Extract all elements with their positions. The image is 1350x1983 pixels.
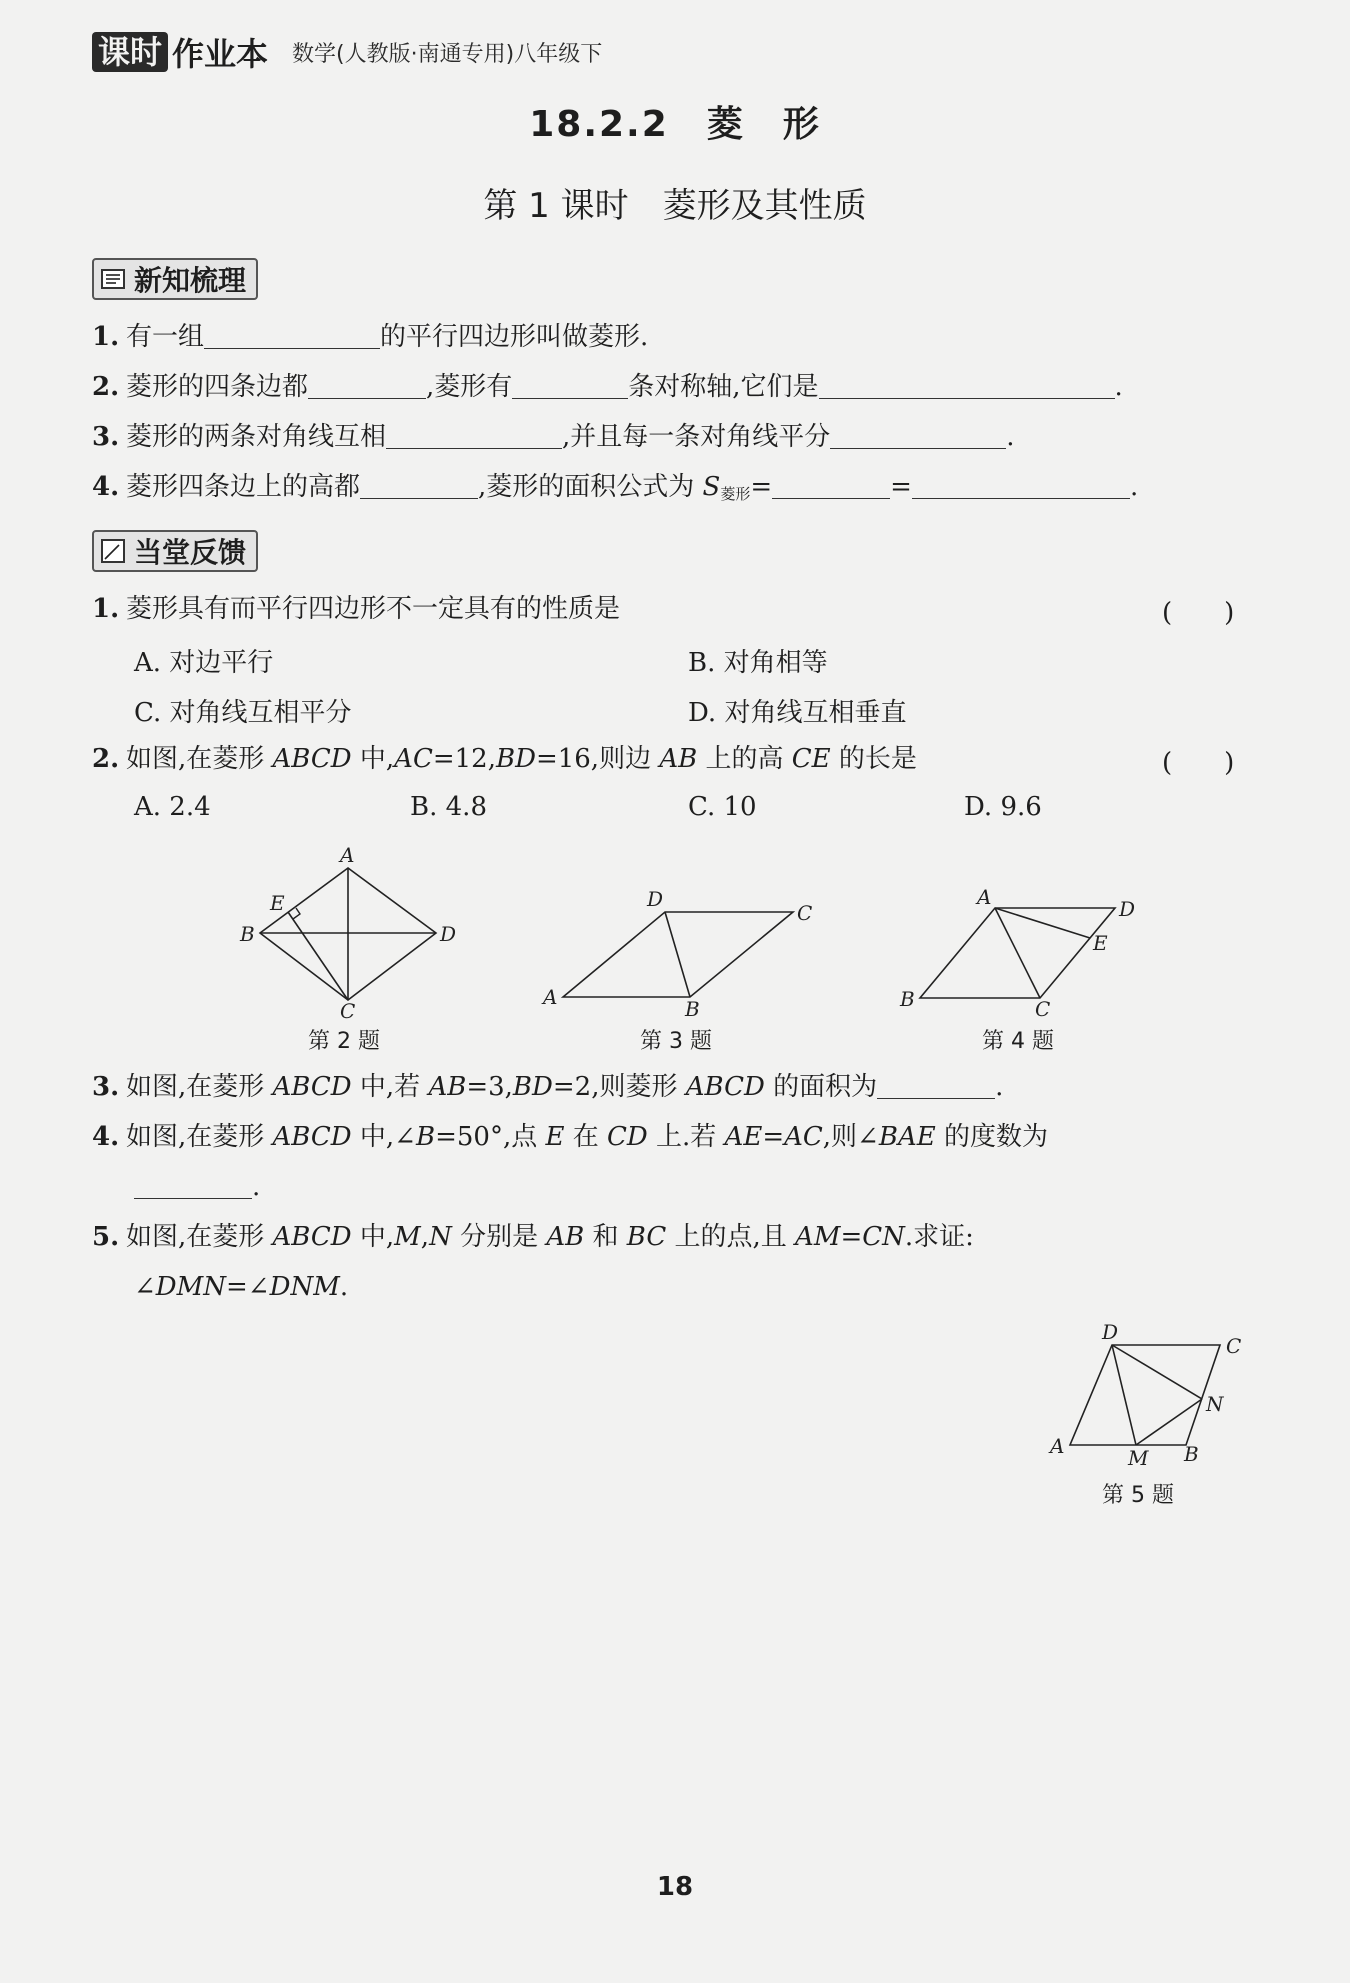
vertex-label-a: A: [340, 843, 355, 867]
vertex-label-c: C: [1035, 997, 1051, 1020]
question-text: 上.若: [647, 1122, 725, 1152]
figure-3-rhombus: [535, 880, 825, 1020]
vertex-label-d: D: [647, 887, 664, 911]
math-variable: ABCD: [272, 1122, 352, 1152]
question-text: =2,则菱形: [552, 1072, 686, 1102]
section-label: 当堂反馈: [134, 536, 247, 569]
fill-question-1: [92, 320, 648, 354]
question-text: =12,: [432, 744, 496, 774]
math-variable: BD: [512, 1072, 553, 1102]
vertex-label-a: A: [1050, 1434, 1065, 1458]
question-text: 的度数为: [935, 1122, 1048, 1152]
question-text: 分别是: [451, 1222, 547, 1252]
fill-question-4-line2: [134, 1170, 260, 1204]
diagonal-bd: [665, 912, 690, 997]
question-text: .求证:: [904, 1222, 974, 1252]
question-number: 5.: [92, 1222, 120, 1252]
figure-5-rhombus: [1040, 1315, 1260, 1475]
answer-blank[interactable]: [204, 322, 380, 349]
question-text: 菱形的四条边都: [126, 372, 309, 402]
question-text: 的长是: [830, 744, 917, 774]
option-b[interactable]: B. 4.8: [410, 792, 487, 822]
option-a[interactable]: A. 对边平行: [134, 648, 274, 678]
math-variable: E: [545, 1122, 565, 1152]
question-text: 如图,在菱形: [126, 744, 273, 774]
answer-parentheses[interactable]: ( ): [1162, 598, 1235, 628]
option-a[interactable]: A. 2.4: [134, 792, 211, 822]
answer-blank[interactable]: [830, 422, 1006, 449]
right-angle-mark: [293, 908, 300, 919]
math-variable: AC: [784, 1122, 823, 1152]
brand-logo-box: 课时: [92, 32, 168, 72]
fill-question-4-feedback: [92, 1120, 1048, 1154]
page-number: 18: [656, 1872, 694, 1902]
question-text: .: [1006, 422, 1015, 452]
segment-ac: [995, 908, 1040, 998]
math-variable: M: [394, 1222, 421, 1252]
question-number: 2.: [92, 372, 120, 402]
question-text: 中,∠: [351, 1122, 416, 1152]
question-number: 3.: [92, 422, 120, 452]
vertex-label-b: B: [1184, 1442, 1199, 1466]
section-title: 18.2.2 菱 形: [529, 104, 821, 145]
angle-symbol: ∠: [134, 1272, 156, 1302]
question-text: =∠: [226, 1272, 270, 1302]
rhombus-outline: [1070, 1345, 1220, 1445]
question-text: .: [252, 1172, 261, 1202]
point-label-e: E: [270, 891, 285, 915]
answer-blank[interactable]: [308, 372, 426, 399]
fill-question-2: [92, 370, 1123, 404]
question-text: ,菱形的面积公式为: [478, 472, 703, 502]
question-text: 条对称轴,它们是: [628, 372, 819, 402]
choice-question-2: [92, 742, 917, 776]
answer-blank[interactable]: [134, 1172, 252, 1199]
choice-question-1: [92, 592, 620, 626]
option-c[interactable]: C. 10: [688, 792, 757, 822]
math-variable: BD: [495, 744, 536, 774]
question-text: 的面积为: [764, 1072, 878, 1102]
question-text: .: [1129, 472, 1139, 502]
point-label-n: N: [1206, 1392, 1224, 1416]
math-variable: CD: [607, 1122, 648, 1152]
math-variable: BAE: [878, 1122, 936, 1152]
math-variable: DMN: [155, 1272, 227, 1302]
vertex-label-b: B: [900, 987, 915, 1011]
question-text: =16,则边: [535, 744, 660, 774]
answer-parentheses[interactable]: ( ): [1162, 748, 1235, 778]
question-text: 在: [564, 1122, 607, 1152]
question-text: =: [840, 1222, 863, 1252]
figure-4-rhombus: [895, 880, 1155, 1020]
question-text: .: [339, 1272, 349, 1302]
height-ce: [288, 912, 348, 1000]
math-variable: AB: [659, 744, 698, 774]
math-variable: S: [702, 472, 721, 502]
question-text: ,并且每一条对角线平分: [562, 422, 831, 452]
question-text: ,菱形有: [426, 372, 513, 402]
question-text: 上的点,且: [666, 1222, 796, 1252]
math-variable: N: [429, 1222, 452, 1252]
math-variable: CN: [862, 1222, 905, 1252]
math-variable: BC: [626, 1222, 667, 1252]
math-variable: ABCD: [272, 744, 352, 774]
figure-3-caption: 第 3 题: [640, 1029, 712, 1054]
question-text: ,: [420, 1222, 430, 1252]
section-header-new-knowledge: [92, 258, 258, 300]
brand-logo-text: 作业本: [172, 35, 269, 73]
math-variable: DNM: [269, 1272, 340, 1302]
vertex-label-a: A: [977, 885, 992, 909]
question-text: 中,若: [351, 1072, 429, 1102]
question-number: 1.: [92, 322, 120, 352]
question-number: 3.: [92, 1072, 120, 1102]
question-text: ,则∠: [822, 1122, 879, 1152]
option-d[interactable]: D. 对角线互相垂直: [688, 698, 907, 728]
option-c[interactable]: C. 对角线互相平分: [134, 698, 352, 728]
question-number: 4.: [92, 472, 120, 502]
book-icon: [100, 266, 126, 292]
answer-blank[interactable]: [512, 372, 628, 399]
question-text: 如图,在菱形: [126, 1072, 273, 1102]
option-d[interactable]: D. 9.6: [964, 792, 1042, 822]
equals-sign: =: [750, 472, 773, 502]
vertex-label-c: C: [1226, 1334, 1242, 1358]
point-label-m: M: [1128, 1446, 1149, 1470]
fill-question-4: [92, 470, 1138, 511]
book-subtitle: 数学(人教版·南通专用)八年级下: [292, 41, 603, 67]
math-variable: AB: [546, 1222, 585, 1252]
subscript: 菱形: [720, 485, 751, 503]
segment-ae: [995, 908, 1090, 938]
math-variable: AM: [795, 1222, 841, 1252]
vertex-label-c: C: [340, 999, 356, 1020]
answer-blank[interactable]: [912, 472, 1130, 499]
question-text: .: [1114, 372, 1123, 402]
figure-4-caption: 第 4 题: [982, 1029, 1054, 1054]
math-variable: ABCD: [272, 1222, 352, 1252]
vertex-label-a: A: [543, 985, 558, 1009]
question-text: =: [762, 1122, 785, 1152]
proof-question-5-line2: [134, 1270, 348, 1304]
math-variable: AB: [428, 1072, 467, 1102]
question-text: =3,: [466, 1072, 513, 1102]
answer-blank[interactable]: [386, 422, 562, 449]
question-text: 和: [584, 1222, 627, 1252]
question-number: 1.: [92, 594, 120, 624]
section-label: 新知梳理: [134, 264, 247, 297]
math-variable: AE: [724, 1122, 763, 1152]
question-text: 菱形四条边上的高都: [126, 472, 361, 502]
fill-question-3-feedback: [92, 1070, 1003, 1104]
question-text: 菱形具有而平行四边形不一定具有的性质是: [126, 594, 621, 624]
math-variable: CE: [791, 744, 831, 774]
math-variable: B: [415, 1122, 436, 1152]
point-label-e: E: [1093, 931, 1108, 955]
question-text: 上的高: [697, 744, 792, 774]
proof-question-5: [92, 1220, 974, 1254]
equals-sign: =: [890, 472, 912, 502]
segment-dn: [1112, 1345, 1202, 1399]
question-text: 中,: [351, 1222, 395, 1252]
option-b[interactable]: B. 对角相等: [688, 648, 828, 678]
question-text: 如图,在菱形: [126, 1222, 273, 1252]
vertex-label-d: D: [1119, 897, 1136, 921]
math-variable: AC: [394, 744, 433, 774]
question-text: 如图,在菱形: [126, 1122, 273, 1152]
pencil-icon: [100, 538, 126, 564]
vertex-label-d: D: [440, 922, 457, 946]
lesson-title: 第 1 课时 菱形及其性质: [483, 186, 867, 226]
page-header: [92, 30, 602, 74]
question-text: 中,: [351, 744, 395, 774]
answer-blank[interactable]: [360, 472, 478, 499]
question-text: 有一组: [126, 322, 205, 352]
math-variable: ABCD: [685, 1072, 765, 1102]
question-text: .: [995, 1072, 1004, 1102]
answer-blank[interactable]: [772, 472, 890, 499]
math-variable: ABCD: [272, 1072, 352, 1102]
figure-2-rhombus: [230, 840, 470, 1020]
vertex-label-b: B: [240, 922, 255, 946]
question-text: 菱形的两条对角线互相: [126, 422, 387, 452]
question-text: 的平行四边形叫做菱形.: [380, 322, 649, 352]
vertex-label-d: D: [1102, 1320, 1119, 1344]
question-number: 2.: [92, 744, 120, 774]
figure-5-caption: 第 5 题: [1102, 1483, 1174, 1508]
answer-blank[interactable]: [819, 372, 1115, 399]
fill-question-3: [92, 420, 1015, 454]
segment-mn: [1136, 1399, 1202, 1445]
figure-2-caption: 第 2 题: [308, 1029, 380, 1054]
segment-dm: [1112, 1345, 1136, 1445]
vertex-label-c: C: [797, 901, 813, 925]
question-text: =50°,点: [435, 1122, 546, 1152]
vertex-label-b: B: [685, 997, 700, 1020]
section-header-class-feedback: [92, 530, 258, 572]
question-number: 4.: [92, 1122, 120, 1152]
answer-blank[interactable]: [877, 1072, 995, 1099]
